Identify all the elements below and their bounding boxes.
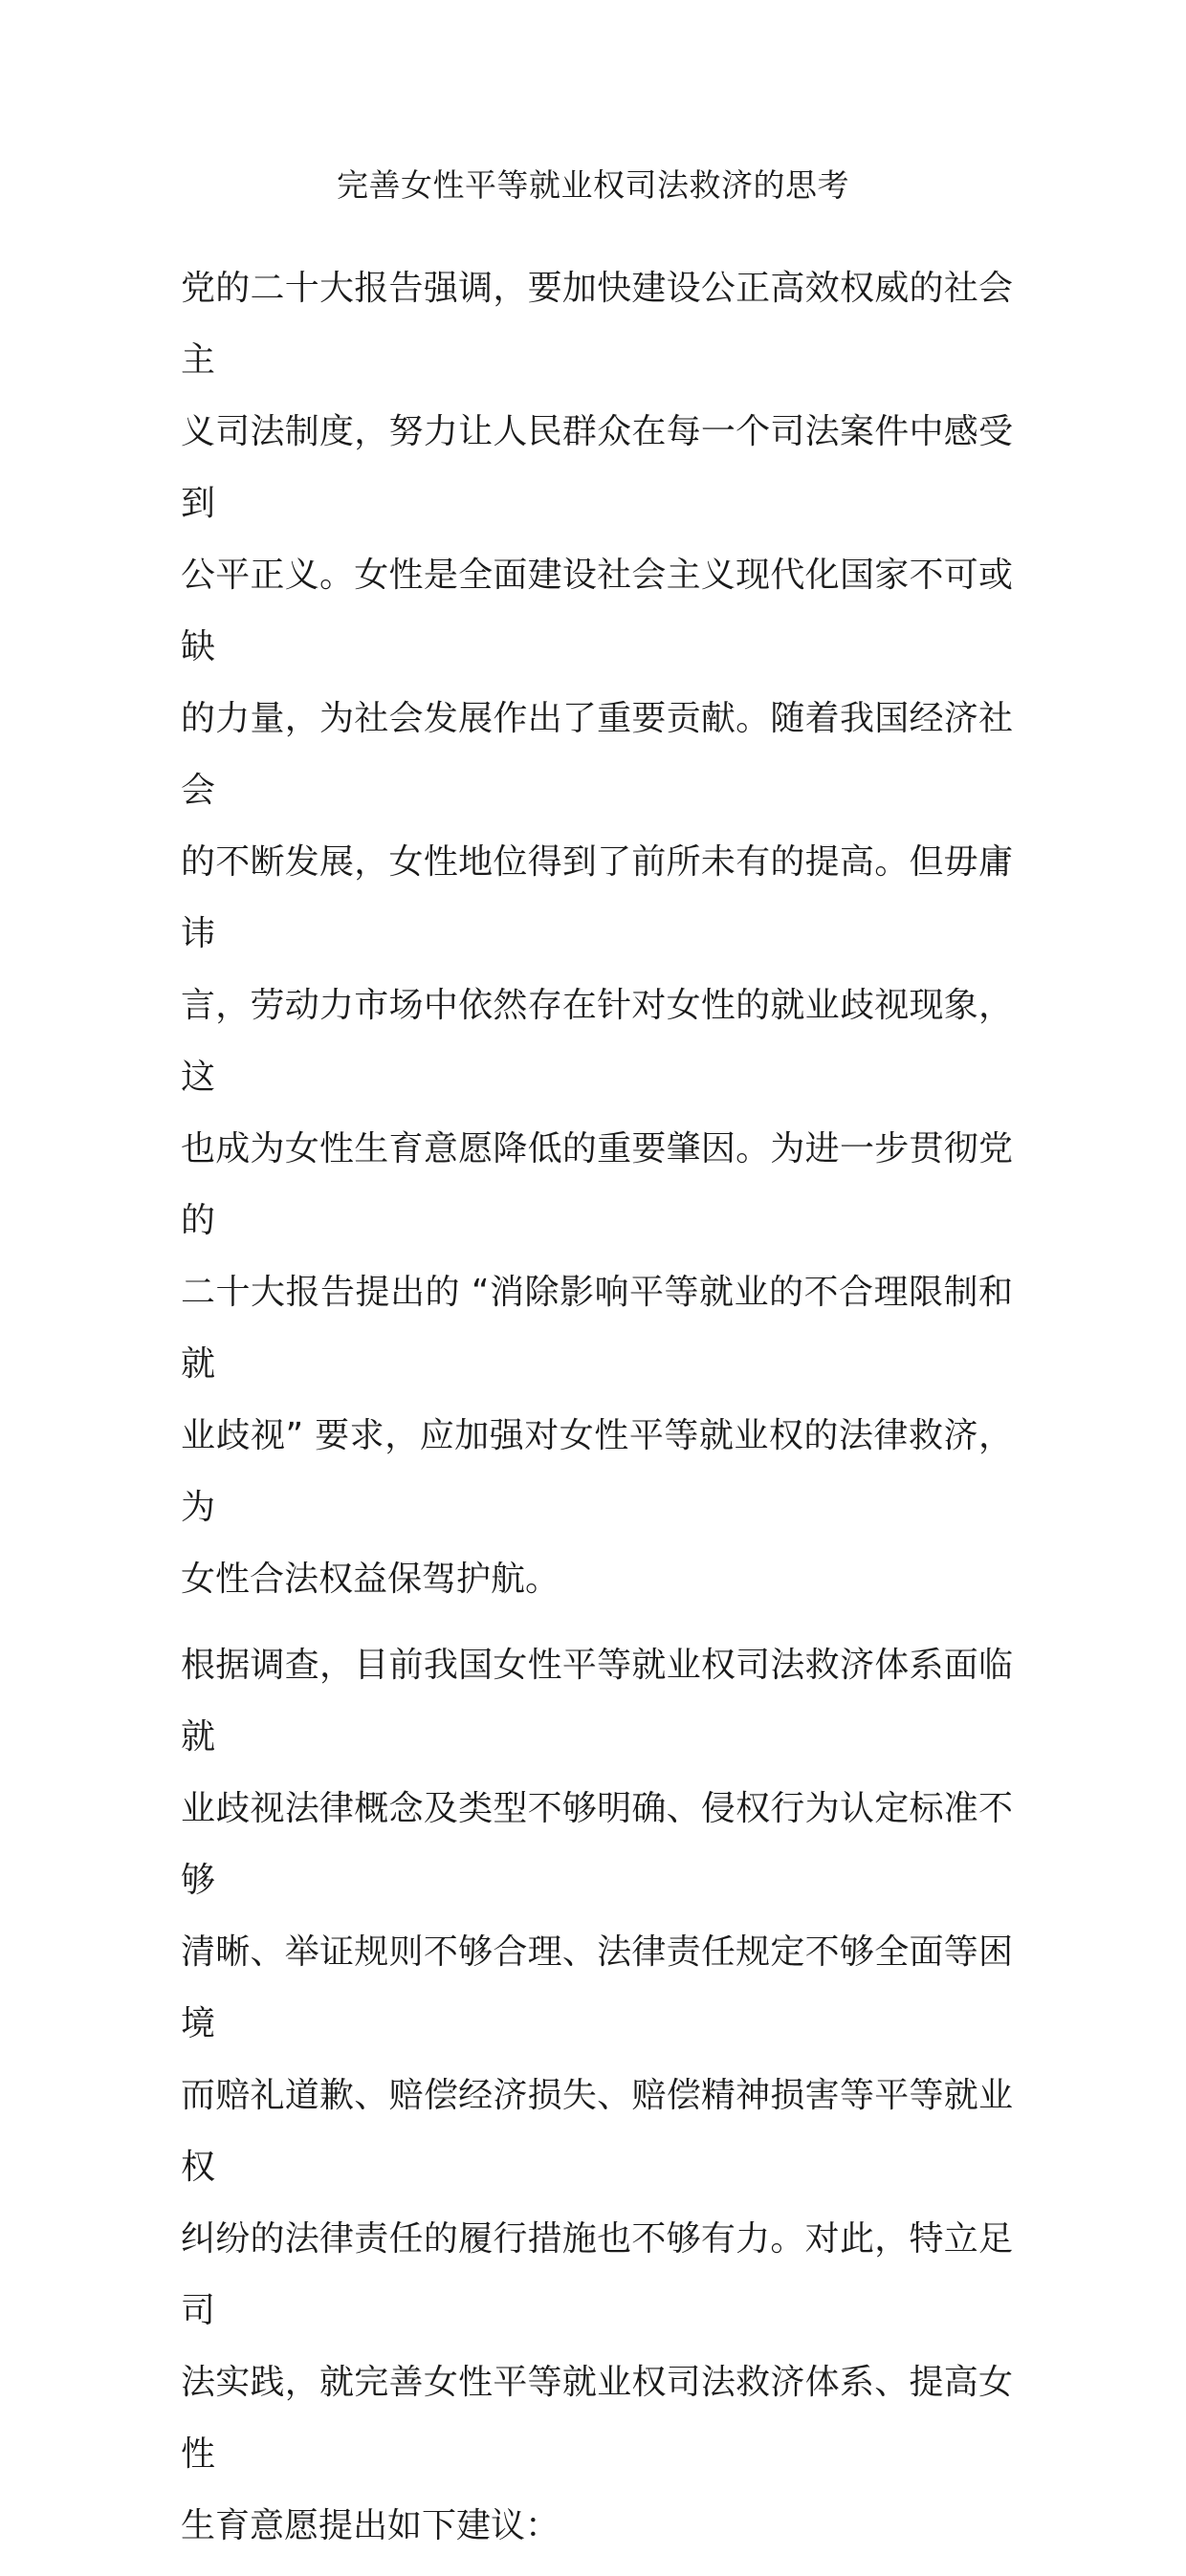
paragraph-2: 根据调查，目前我国女性平等就业权司法救济体系面临就 业歧视法律概念及类型不够明确、侵权行为认定标准不够 清晰、举证规则不够合理、法律责任规定不够全面等困境 而赔礼道歉、赔偿经济损失、赔偿精神损害等平等就业权 纠纷的法律责任的履行措施也不够有力。对此，特立足司 法实践，就完善女性平等就业权司法救济体系、提高女性 生育意愿提出如下建议：: [181, 1646, 1013, 2545]
paragraph-1: 党的二十大报告强调，要加快建设公正高效权威的社会主 义司法制度，努力让人民群众在每一个司法案件中感受到 公平正义。女性是全面建设社会主义现代化国家不可或缺 的力量，为社会发展作出了重要贡献。随着我国经济社会 的不断发展，女性地位得到了前所未有的提高。但毋庸讳 言，劳动力市场中依然存在针对女性的就业歧视现象，这 也成为女性生育意愿降低的重要肇因。为进一步贯彻党的 二十大报告提出的 “消除影响平等就业的不合理限制和就 业歧视” 要求，应加强对女性平等就业权的法律救济，为 女性合法权益保驾护航。: [181, 269, 1013, 1599]
document-body: [181, 252, 1013, 2576]
document-title: 完善女性平等就业权司法救济的思考: [337, 166, 849, 204]
